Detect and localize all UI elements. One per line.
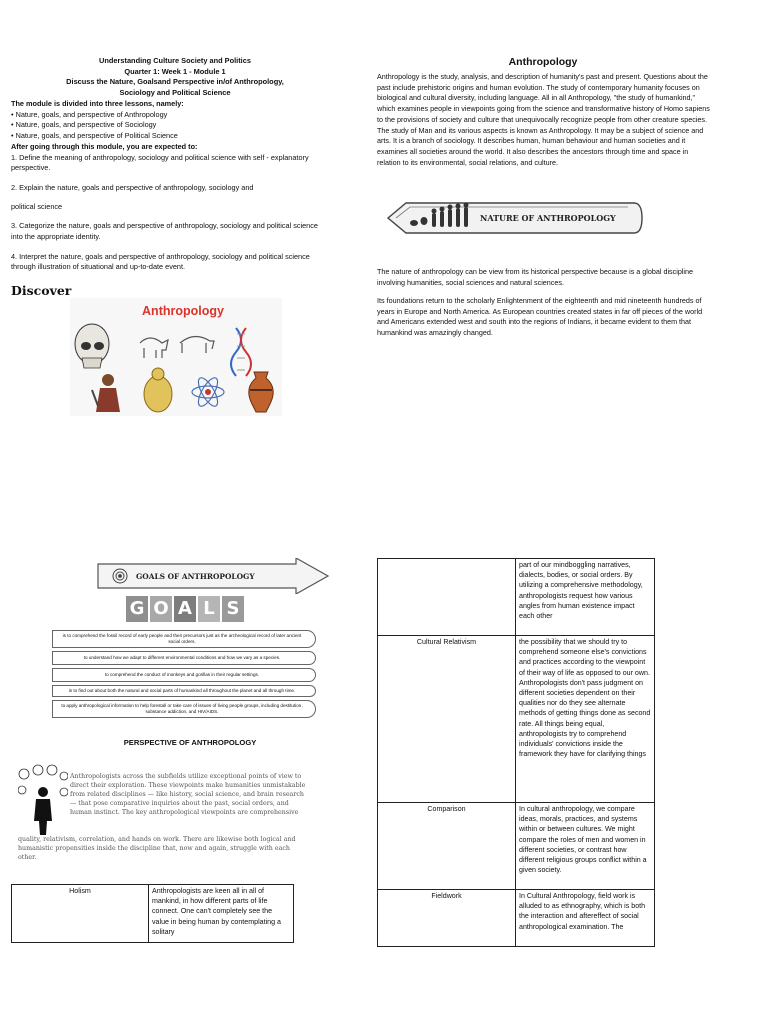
goals-letter-tiles — [126, 596, 244, 622]
module-intro — [11, 99, 321, 273]
table-row — [378, 890, 655, 947]
table-term: Cultural Relativism — [378, 636, 516, 803]
lesson-item: • Nature, goals, and perspective of Anthropology — [11, 109, 168, 119]
table-term: Holism — [12, 885, 149, 943]
module-header — [30, 56, 320, 98]
table-desc: the possibility that we should try to comprehend someone else's convictions and practices according to the viewpoint of their way of life as opposed to our own. Anthropologists don't pass judgment on different societies dependent on their qualities nor do they see alternate methods of getting things done as second rate. All things being equal, anthropologists try to comprehend individuals' convictions inside the framework they have for clarifying things — [516, 636, 655, 803]
table-term: Comparison — [378, 803, 516, 890]
perspective-text: Anthropologists across the subfields utilize exceptional points of view to direct their exploration. These viewpoints make humanities unmistakable from related disciplines — like history, social science, and brain research — that pose comparative inquiries about the past, social orders, and human instinct. The key anthropological viewpoints are comprehensive — [70, 773, 306, 816]
anthropology-collage-image — [70, 298, 282, 416]
table-row — [378, 559, 655, 636]
goal-item: is to comprehend the fossil record of early people and their precursors just as the archeological record of later ancient social orders. — [52, 630, 316, 648]
table-term — [378, 559, 516, 636]
objective-item: 3. Categorize the nature, goals and perspective of anthropology, sociology and political science into the appropriate identity. — [11, 221, 318, 242]
table-desc: In cultural anthropology, we compare ideas, morals, practices, and systems within or between cultures. We might compare the roles of men and women in different societies, or contrast how different religious groups conflict within a given society. — [516, 803, 655, 890]
header-line: Understanding Culture Society and Politics — [99, 56, 251, 65]
goal-letter: S — [222, 596, 244, 622]
perspectives-table — [377, 558, 655, 947]
goal-letter: L — [198, 596, 220, 622]
nature-paragraph-2: Its foundations return to the scholarly Enlightenment of the eighteenth and mid nineteenth hundreds of years in Europe and North America. As European countries created states in far off pieces of the world and Americans extended west and south into the regions of Indians, it became evident to them that humankind was amazingly changed. — [377, 296, 703, 338]
objective-item: 2. Explain the nature, goals and perspective of anthropology, sociology and — [11, 182, 254, 192]
anthropology-title: Anthropology — [508, 56, 578, 68]
table-row — [12, 885, 294, 943]
goal-letter: O — [150, 596, 172, 622]
goal-item: to comprehend the conduct of monkeys and gorillas in their regular settings. — [52, 668, 316, 682]
objective-item: 1. Define the meaning of anthropology, sociology and political science with self - explanatory perspective. — [11, 152, 309, 173]
objectives-heading: After going through this module, you are expected to: — [11, 141, 198, 151]
perspective-title: PERSPECTIVE OF ANTHROPOLOGY — [123, 738, 257, 747]
goals-graphic — [48, 552, 318, 722]
objective-item: political science — [11, 201, 63, 211]
discover-heading: Discover — [11, 283, 72, 298]
nature-banner-label: NATURE OF ANTHROPOLOGY — [480, 213, 616, 223]
anthropology-paragraph: Anthropology is the study, analysis, and description of humanity's past and present. Questions about the past include prehistoric origins and human evolution. The study of contemporary humanity focuses on biological and cultural diversity, including language. All in all Anthropology, "the study of humankind," which examines people in viewpoints going from the science and transformative history of Homo sapiens to the provisions of society and culture that unequivocally recognize people from other creature species. The study of Man and its various aspects is known as Anthropology. It may be a subject of science and arts. It is a branch of sociology. It describes human, human behaviour and human societies and it examines all societies around the world. It also describes the ancestors through time and space in relation to its environmental, social relations, and culture. — [377, 72, 710, 167]
perspective-text-continued: quality, relativism, correlation, and hands on work. There are likewise both logical and humanistic propensities inside the discipline that, now and again, struggle with each other. — [18, 836, 296, 861]
goals-banner-label: GOALS OF ANTHROPOLOGY — [136, 572, 255, 581]
nature-of-anthropology-banner — [384, 199, 646, 237]
table-row — [378, 636, 655, 803]
goals-list — [52, 630, 316, 718]
table-desc: Anthropologists are keen all in all of mankind, in how different parts of life connect. One can't completely see the value in being human by contemplating a solitary — [149, 885, 294, 943]
goal-item: to understand how we adapt to different environmental conditions and how we vary as a species. — [52, 651, 316, 665]
table-desc: part of our mindboggling narratives, dialects, bodies, or social orders. By utilizing a comprehensive methodology, anthropologists request how various angles from human existence impact each other — [516, 559, 655, 636]
header-line: Quarter 1: Week 1 - Module 1 — [124, 66, 226, 76]
goal-letter: A — [174, 596, 196, 622]
lesson-item: • Nature, goals, and perspective of Sociology — [11, 120, 157, 130]
lesson-item: • Nature, goals, and perspective of Political Science — [11, 131, 178, 141]
header-line: Discuss the Nature, Goalsand Perspective in/of Anthropology, — [66, 77, 284, 86]
table-desc: In Cultural Anthropology, field work is alluded to as ethnography, which is both the interaction and aftereffect of social anthropological examination. The — [516, 890, 655, 947]
objective-item: 4. Interpret the nature, goals and perspective of anthropology, sociology and political science through illustration of situational and up-to-date event. — [11, 251, 310, 272]
thinking-person-image — [18, 764, 68, 836]
collage-title: Anthropology — [142, 304, 224, 318]
lessons-heading: The module is divided into three lessons, namely: — [11, 99, 184, 108]
goal-item: to apply anthropological information to help forestall or take care of issues of living people groups, including destitution, substance addiction, and HIV/AIDS. — [52, 700, 316, 718]
table-term: Fieldwork — [378, 890, 516, 947]
goal-letter: G — [126, 596, 148, 622]
nature-paragraph-1: The nature of anthropology can be view from its historical perspective because is a global discipline involving humanities, social sciences and natural sciences. — [377, 267, 694, 287]
goal-item: is to find out about both the natural and social parts of humankind all throughout the planet and all through time. — [52, 685, 316, 697]
header-line: Sociology and Political Science — [119, 87, 231, 97]
goals-banner — [96, 558, 332, 594]
table-row — [378, 803, 655, 890]
holism-table — [11, 884, 294, 943]
